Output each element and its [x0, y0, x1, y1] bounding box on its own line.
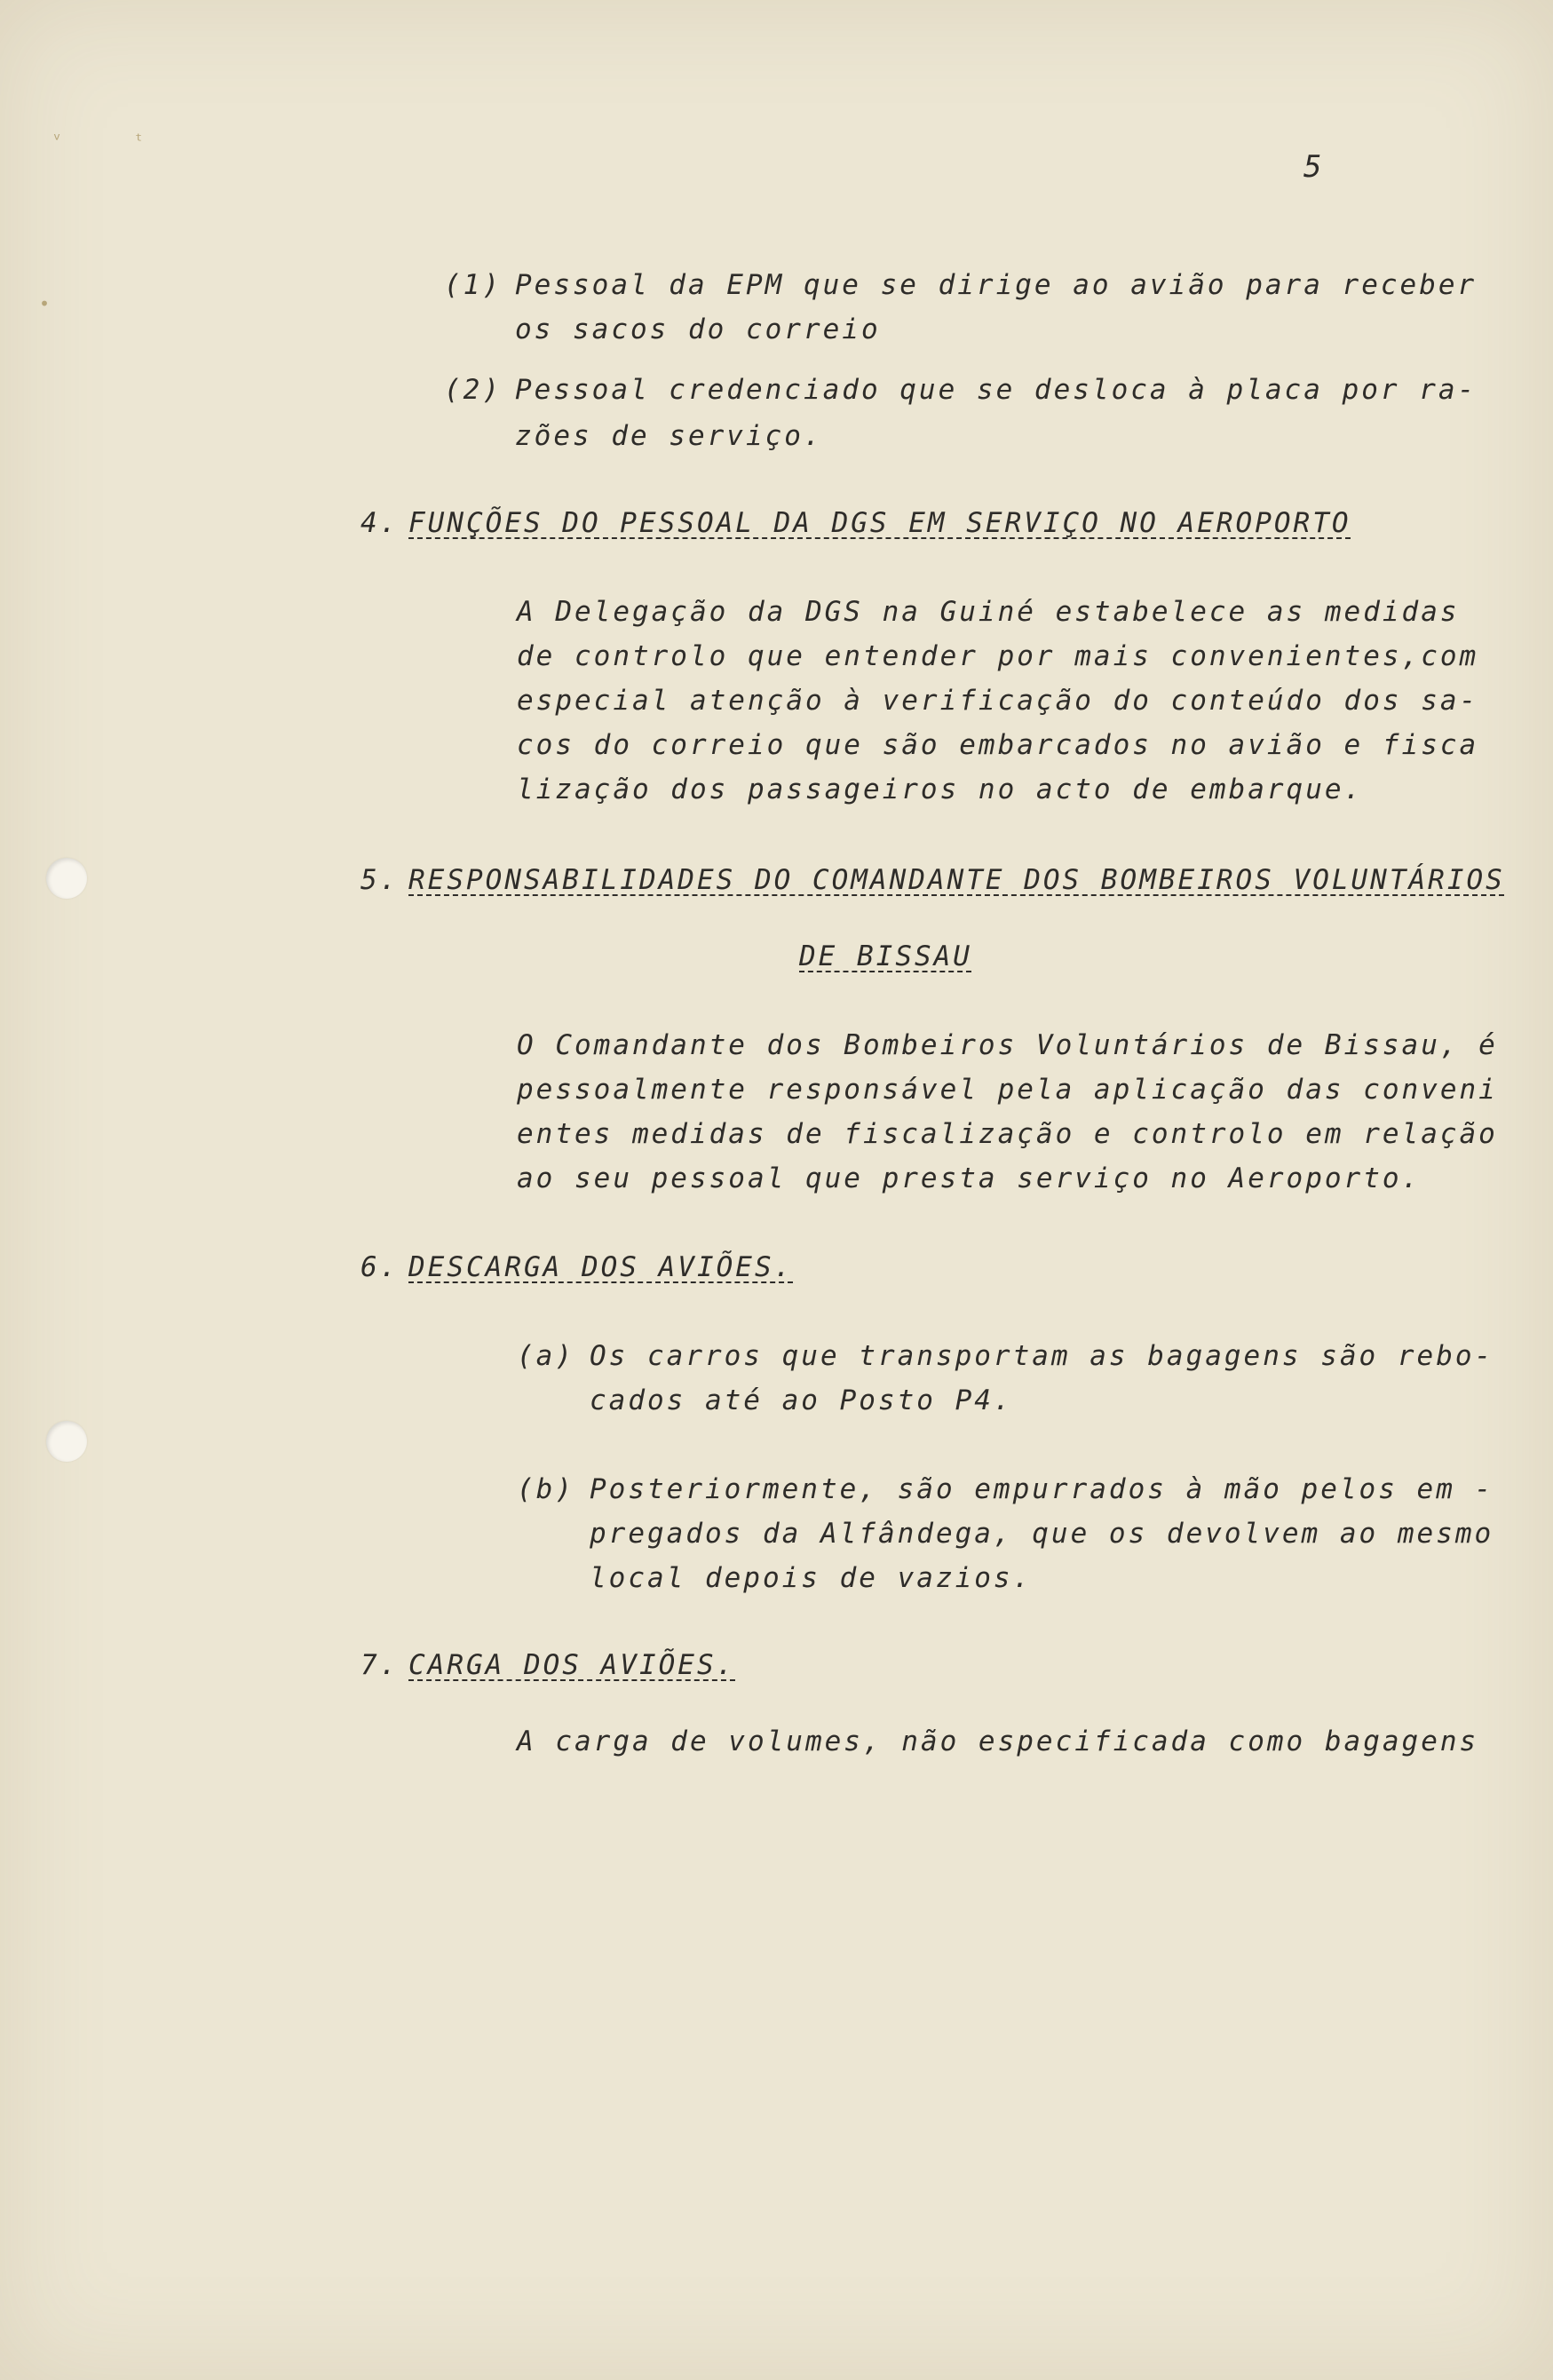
- section-number: 4.: [361, 507, 400, 539]
- section-heading: [361, 1649, 736, 1681]
- paragraph-line: A carga de volumes, não especificada como bagagens: [517, 1726, 1479, 1757]
- paragraph-line: ao seu pessoal que presta serviço no Aeroporto.: [517, 1162, 1422, 1194]
- list-item-text: cados até ao Posto P4.: [590, 1384, 1013, 1416]
- paper-speck: ᵗ: [133, 130, 145, 151]
- section-number: 5.: [361, 864, 400, 896]
- section-title: FUNÇÕES DO PESSOAL DA DGS EM SERVIÇO NO AEROPORTO: [408, 507, 1351, 539]
- list-item-text: pregados da Alfândega, que os devolvem ao mesmo: [590, 1518, 1494, 1550]
- list-item-text: Posteriormente, são empurrados à mão pelos em -: [590, 1473, 1494, 1505]
- punch-hole-bottom: [46, 1421, 87, 1462]
- section-heading: [361, 507, 1351, 539]
- paragraph-line: lização dos passageiros no acto de embarque.: [517, 774, 1364, 805]
- paragraph-line: O Comandante dos Bombeiros Voluntários de Bissau, é: [517, 1029, 1498, 1061]
- paragraph-line: pessoalmente responsável pela aplicação das conveni: [517, 1074, 1498, 1106]
- paragraph-line: cos do correio que são embarcados no avião e fisca: [517, 729, 1479, 761]
- page-number: 5: [1303, 149, 1323, 185]
- section-number: 6.: [361, 1251, 400, 1283]
- list-item-marker: (a): [517, 1340, 574, 1372]
- section-title: DESCARGA DOS AVIÕES.: [408, 1251, 794, 1283]
- paragraph-line: especial atenção à verificação do conteúdo dos sa-: [517, 685, 1479, 717]
- list-item-text: Pessoal da EPM que se dirige ao avião para receber: [515, 269, 1478, 301]
- list-item-text: os sacos do correio: [515, 313, 881, 345]
- punch-hole-top: [46, 858, 87, 899]
- list-item-marker: (1): [444, 269, 502, 301]
- section-title-continuation: DE BISSAU: [799, 940, 972, 972]
- list-item-text: local depois de vazios.: [590, 1562, 1033, 1594]
- section-title: RESPONSABILIDADES DO COMANDANTE DOS BOMBEIROS VOLUNTÁRIOS: [408, 864, 1505, 896]
- section-title: CARGA DOS AVIÕES.: [408, 1649, 736, 1681]
- paragraph-line: entes medidas de fiscalização e controlo em relação: [517, 1118, 1498, 1150]
- paper-speck: ᵛ: [52, 129, 63, 150]
- section-heading: [361, 1251, 794, 1283]
- list-item-text: Os carros que transportam as bagagens são rebo-: [590, 1340, 1494, 1372]
- paper-speck: •: [39, 293, 51, 314]
- paragraph-line: de controlo que entender por mais convenientes,com: [517, 640, 1479, 672]
- section-heading: [361, 864, 1505, 896]
- list-item-text: zões de serviço.: [515, 420, 823, 452]
- paragraph-line: A Delegação da DGS na Guiné estabelece as medidas: [517, 596, 1460, 628]
- list-item-text: Pessoal credenciado que se desloca à placa por ra-: [515, 374, 1478, 406]
- list-item-marker: (2): [444, 374, 502, 406]
- section-number: 7.: [361, 1649, 400, 1681]
- list-item-marker: (b): [517, 1473, 574, 1505]
